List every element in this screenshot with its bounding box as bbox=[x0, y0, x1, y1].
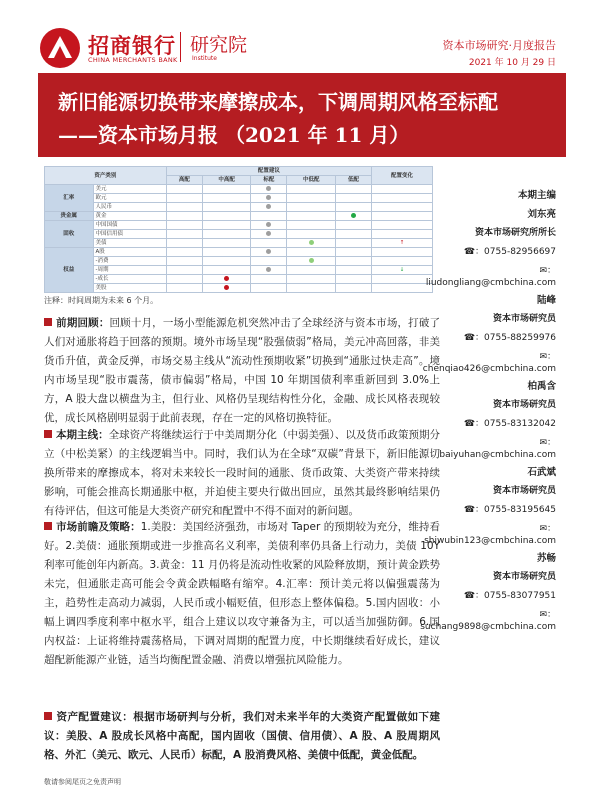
asset-label: 中国国债 bbox=[93, 221, 166, 230]
allocation-dot-icon bbox=[224, 285, 229, 290]
author-email[interactable]: baiyuhan@cmbchina.com bbox=[439, 450, 556, 460]
level-cell bbox=[335, 203, 371, 212]
asset-label: -消费 bbox=[93, 257, 166, 266]
allocation-dot-icon bbox=[266, 222, 271, 227]
level-cell bbox=[166, 203, 202, 212]
header-level: 中高配 bbox=[202, 176, 251, 185]
section-heading: 前期回顾： bbox=[56, 317, 110, 329]
level-cell bbox=[202, 266, 251, 275]
level-cell bbox=[335, 239, 371, 248]
asset-label: A股 bbox=[93, 248, 166, 257]
author-name: 石武斌 bbox=[527, 467, 556, 478]
group-label: 贵金属 bbox=[45, 212, 94, 221]
table-note: 注释：时间周期为未来 6 个月。 bbox=[44, 296, 159, 305]
level-cell bbox=[166, 194, 202, 203]
level-cell bbox=[166, 284, 202, 293]
report-type: 资本市场研究·月度报告 bbox=[442, 39, 556, 52]
section-text: 1.美股：美国经济强劲，市场对 Taper 的预期较为充分，维持看好。2.美债：通胀预期或进一步推高名义利率，美债利率仍具备上行动力，美债 10Y 利率可能创年内新高。3.黄金：11 月仍将是流动性收紧的风险释放期，预计黄金跌势未完，但通胀走高可能会令黄金跌幅略有缩窄。4.汇率：预计美元将以偏强震荡为主，趋势性走高动力减弱，人民币或小幅贬值，但形态上整体偏稳。5.国内固收：小幅上调四季度利率中枢水平，组合上建议以攻守兼备为主，可以适当加强防御。6.国内权益：上证将维持震荡格局，下调对周期的配置力度，中长期继续看好成长，建议超配新能源产业链，适当均衡配置金融、消费以增强抗风险能力。 bbox=[44, 521, 441, 666]
level-cell bbox=[251, 185, 287, 194]
author-email[interactable]: liudongliang@cmbchina.com bbox=[425, 278, 556, 288]
report-date: 2021 年 10 月 29 日 bbox=[468, 58, 556, 68]
level-cell bbox=[335, 275, 371, 284]
level-cell bbox=[166, 257, 202, 266]
level-cell bbox=[166, 230, 202, 239]
author-phone: ☎：0755-83195645 bbox=[463, 505, 556, 515]
disclaimer-footer: 敬请参阅尾页之免责声明 bbox=[44, 778, 121, 786]
header-level: 高配 bbox=[166, 176, 202, 185]
bullet-square-icon bbox=[44, 318, 52, 326]
header-change: 配置变化 bbox=[372, 167, 433, 185]
section-allocation bbox=[44, 708, 440, 765]
level-cell bbox=[335, 194, 371, 203]
section-review bbox=[44, 314, 440, 428]
report-title: 新旧能源切换带来摩擦成本，下调周期风格至标配 bbox=[58, 90, 498, 114]
level-cell bbox=[251, 194, 287, 203]
email-icon: ✉： bbox=[539, 524, 556, 534]
level-cell bbox=[335, 221, 371, 230]
allocation-dot-icon bbox=[309, 258, 314, 263]
level-cell bbox=[202, 248, 251, 257]
level-cell bbox=[166, 275, 202, 284]
author-phone: ☎：0755-82956697 bbox=[463, 247, 556, 257]
editor-heading: 本期主编 bbox=[517, 190, 556, 201]
table-row bbox=[45, 221, 433, 230]
section-heading: 资产配置建议： bbox=[56, 711, 134, 723]
asset-label: 美元 bbox=[93, 185, 166, 194]
level-cell bbox=[251, 248, 287, 257]
author-phone: ☎：0755-88259976 bbox=[463, 333, 556, 343]
level-cell bbox=[202, 284, 251, 293]
header-level: 中低配 bbox=[287, 176, 336, 185]
level-cell bbox=[202, 203, 251, 212]
logo-divider bbox=[180, 32, 181, 62]
change-cell bbox=[372, 275, 433, 284]
level-cell bbox=[251, 284, 287, 293]
table-row bbox=[45, 212, 433, 221]
table-row bbox=[45, 284, 433, 293]
group-label: 固收 bbox=[45, 221, 94, 248]
allocation-dot-icon bbox=[266, 267, 271, 272]
level-cell bbox=[202, 239, 251, 248]
allocation-dot-icon bbox=[266, 186, 271, 191]
table-header-row bbox=[45, 167, 433, 176]
email-icon: ✉： bbox=[539, 352, 556, 362]
level-cell bbox=[166, 185, 202, 194]
table-row bbox=[45, 275, 433, 284]
level-cell bbox=[251, 275, 287, 284]
asset-label: 美股 bbox=[93, 284, 166, 293]
level-cell bbox=[335, 212, 371, 221]
level-cell bbox=[335, 266, 371, 275]
author-title: 资本市场研究员 bbox=[492, 400, 556, 410]
table-row bbox=[45, 257, 433, 266]
change-cell bbox=[372, 248, 433, 257]
author-title: 资本市场研究员 bbox=[492, 486, 556, 496]
level-cell bbox=[287, 239, 336, 248]
author-phone: ☎：0755-83132042 bbox=[463, 419, 556, 429]
table-row bbox=[45, 185, 433, 194]
level-cell bbox=[335, 248, 371, 257]
level-cell bbox=[335, 257, 371, 266]
section-mainline bbox=[44, 426, 440, 521]
change-cell bbox=[372, 203, 433, 212]
section-text: 回顾十月，一场小型能源危机突然冲击了全球经济与资本市场，打破了人们对通胀将趋于回落的预期。境外市场呈现“股强债弱”格局，美元冲高回落，非美货币升值，黄金反弹，市场交易主线从“流动性预期收紧”切换到“通胀过快走高”。境内市场呈现“股市震荡，债市偏弱”格局，中国 10 年期国债利率重新回到 3.0%上方，A 股大盘以横盘为主，但行业、风格仍呈现结构性分化，金融、成长风格表现较优，成长风格剧明显弱于此前表现，存在一定的风格切换特征。 bbox=[44, 317, 440, 424]
level-cell bbox=[202, 194, 251, 203]
author-name: 刘东亮 bbox=[527, 209, 556, 220]
group-label: 汇率 bbox=[45, 185, 94, 212]
level-cell bbox=[335, 230, 371, 239]
section-heading: 本期主线： bbox=[56, 429, 109, 441]
asset-label: 人民币 bbox=[93, 203, 166, 212]
level-cell bbox=[287, 230, 336, 239]
email-icon: ✉： bbox=[539, 266, 556, 276]
level-cell bbox=[251, 212, 287, 221]
table-row bbox=[45, 203, 433, 212]
allocation-dot-icon bbox=[309, 240, 314, 245]
asset-label: 欧元 bbox=[93, 194, 166, 203]
level-cell bbox=[287, 185, 336, 194]
author-phone: ☎：0755-83077951 bbox=[463, 591, 556, 601]
level-cell bbox=[202, 230, 251, 239]
bullet-square-icon bbox=[44, 430, 52, 438]
logo-english: CHINA MERCHANTS BANK bbox=[88, 56, 178, 64]
level-cell bbox=[287, 248, 336, 257]
header-asset-class: 资产类别 bbox=[45, 167, 167, 185]
level-cell bbox=[166, 248, 202, 257]
header-level: 低配 bbox=[335, 176, 371, 185]
section-text: 根据市场研判与分析，我们对未来半年的大类资产配置做如下建议：美股、A 股成长风格中高配，国内固收（国债、信用债）、A 股、A 股周期风格、外汇（美元、欧元、人民币）标配，A 股消费风格、美债中低配，黄金低配。 bbox=[44, 711, 441, 761]
author-title: 资本市场研究员 bbox=[492, 572, 556, 582]
change-cell: ↓ bbox=[372, 266, 433, 275]
table-row bbox=[45, 266, 433, 275]
level-cell bbox=[287, 212, 336, 221]
header-config: 配置建议 bbox=[166, 167, 371, 176]
author-title: 资本市场研究所所长 bbox=[474, 228, 556, 238]
author-title: 资本市场研究员 bbox=[492, 314, 556, 324]
change-cell bbox=[372, 212, 433, 221]
level-cell bbox=[202, 185, 251, 194]
level-cell bbox=[251, 230, 287, 239]
level-cell bbox=[287, 194, 336, 203]
section-strategy bbox=[44, 518, 440, 670]
level-cell bbox=[166, 221, 202, 230]
level-cell bbox=[287, 257, 336, 266]
change-cell bbox=[372, 185, 433, 194]
report-subtitle: ——资本市场月报 （2021 年 11 月） bbox=[58, 123, 410, 147]
group-label: 权益 bbox=[45, 248, 94, 293]
allocation-dot-icon bbox=[266, 195, 271, 200]
asset-label: -成长 bbox=[93, 275, 166, 284]
change-cell bbox=[372, 194, 433, 203]
level-cell bbox=[287, 284, 336, 293]
change-cell bbox=[372, 257, 433, 266]
level-cell bbox=[251, 239, 287, 248]
section-text: 全球资产将继续运行于中美周期分化（中弱美强）、以及货币政策预期分立（中松美紧）的主线逻辑当中。同时，我们认为在全球“双碳”背景下，新旧能源切换所带来的摩擦成本，将对未来较长一段时间的通胀、货币政策、大类资产带来持续影响，可能会推高长期通胀中枢，并迫使主要央行做出回应，虽然其最终影响结果仍有待评估，但这可能是大类资产研究和配置中不得不面对的新问题。 bbox=[44, 429, 441, 517]
level-cell bbox=[287, 266, 336, 275]
cmb-logo-icon bbox=[40, 28, 80, 68]
asset-label: 美债 bbox=[93, 239, 166, 248]
institute-name: 研究院 bbox=[190, 34, 248, 56]
table-row bbox=[45, 194, 433, 203]
bullet-square-icon bbox=[44, 712, 52, 720]
email-icon: ✉： bbox=[539, 438, 556, 448]
table-row bbox=[45, 239, 433, 248]
level-cell bbox=[166, 239, 202, 248]
header-level: 标配 bbox=[251, 176, 287, 185]
allocation-dot-icon bbox=[351, 213, 356, 218]
change-cell bbox=[372, 221, 433, 230]
level-cell bbox=[202, 275, 251, 284]
level-cell bbox=[166, 212, 202, 221]
asset-label: 中国信用债 bbox=[93, 230, 166, 239]
allocation-dot-icon bbox=[266, 204, 271, 209]
level-cell bbox=[335, 185, 371, 194]
level-cell bbox=[251, 221, 287, 230]
table-row bbox=[45, 248, 433, 257]
asset-label: -周期 bbox=[93, 266, 166, 275]
allocation-dot-icon bbox=[266, 231, 271, 236]
level-cell bbox=[202, 221, 251, 230]
level-cell bbox=[251, 203, 287, 212]
level-cell bbox=[251, 257, 287, 266]
allocation-dot-icon bbox=[224, 276, 229, 281]
asset-label: 黄金 bbox=[93, 212, 166, 221]
change-cell bbox=[372, 230, 433, 239]
table-row bbox=[45, 230, 433, 239]
allocation-dot-icon bbox=[266, 249, 271, 254]
institute-english: Institute bbox=[192, 55, 217, 62]
author-name: 陆峰 bbox=[536, 295, 556, 306]
level-cell bbox=[287, 221, 336, 230]
level-cell bbox=[287, 275, 336, 284]
author-name: 柏禹含 bbox=[527, 381, 556, 392]
change-cell: ↑ bbox=[372, 239, 433, 248]
level-cell bbox=[202, 257, 251, 266]
author-email[interactable]: chenqiao426@cmbchina.com bbox=[422, 364, 556, 374]
change-cell bbox=[372, 284, 433, 293]
level-cell bbox=[335, 284, 371, 293]
level-cell bbox=[202, 212, 251, 221]
level-cell bbox=[166, 266, 202, 275]
section-heading: 市场前瞻及策略： bbox=[56, 521, 141, 533]
author-email[interactable]: suchang9898@cmbchina.com bbox=[420, 622, 556, 632]
email-icon: ✉： bbox=[539, 610, 556, 620]
level-cell bbox=[251, 266, 287, 275]
level-cell bbox=[287, 203, 336, 212]
bullet-square-icon bbox=[44, 522, 52, 530]
author-name: 苏畅 bbox=[536, 553, 556, 564]
logo-text: 招商银行 bbox=[88, 34, 176, 58]
allocation-table bbox=[44, 166, 433, 293]
author-email[interactable]: shiwubin123@cmbchina.com bbox=[424, 536, 556, 546]
